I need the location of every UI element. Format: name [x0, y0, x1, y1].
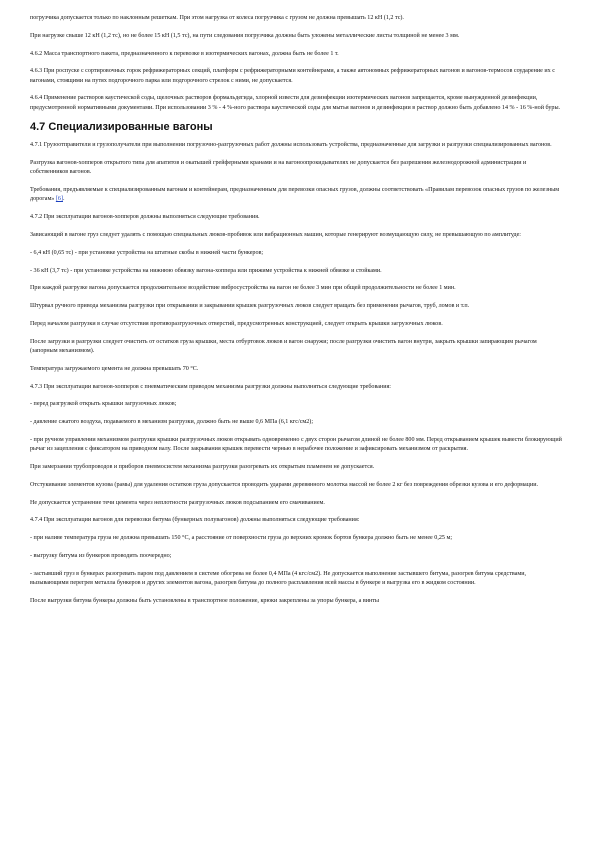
paragraph: погрузчика допускается только по наклонным решеткам. При этом нагрузка от колеса погрузчика с грузом не должна превышать 12 кН (1,2 тс). [30, 15, 404, 21]
section-heading: 4.7 Специализированные вагоны [30, 121, 213, 134]
paragraph: При каждой разгрузке вагона допускается продолжительное воздействие вибросустройства на вагон не более 3 мин при общей продолжительности не более 1 мин. [30, 285, 456, 292]
paragraph: При нагрузке свыше 12 кН (1,2 тс), но не более 15 кН (1,5 тс), на пути следования погрузчика должны быть уложены металлические листы толщиной не менее 3 мм. [30, 32, 460, 39]
paragraph: - 6,4 кН (0,65 тс) - при установке устройства на штатные скобы в нижней части бункеров; [30, 249, 264, 256]
paragraph: При замерзании трубопроводов и приборов пневмосистем механизма разгрузки разогревать их открытым пламенем не допускается. [30, 463, 375, 470]
paragraph: - перед разгрузкой открыть крышки загрузочных люков; [30, 401, 177, 408]
paragraph: 4.6.3 При роспуске с сортировочных горок рефрижераторных секций, платформ с рефрижераторными контейнерами, а также автономных рефрижераторных вагонов и вагонов-термосов соударение их с вагонами, стоящими на путях подгорочного парка или подгорочного стрелок с ними, не допускается. [30, 68, 555, 84]
reference-link[interactable]: [6] [55, 196, 63, 203]
text-block-top [30, 14, 563, 113]
paragraph: 4.6.2 Масса транспортного пакета, предназначенного к перевозке в изотермических вагонах, должна быть не более 1 т. [30, 50, 339, 57]
paragraph: - выгрузку битума из бункеров проводить поочередно; [30, 552, 172, 559]
paragraph: - давление сжатого воздуха, подаваемого в механизм разгрузки, должно быть не выше 0,6 МПа (6,1 кгс/см2); [30, 419, 314, 426]
paragraph: 4.7.1 Грузоотправители и грузополучатели при выполнении погрузочно-разгрузочных работ должны использовать устройства, предназначенные для загрузки и разгрузки специализированных вагонов. [30, 142, 552, 149]
paragraph: Перед началом разгрузки в случае отсутствия противоразгрузочных отверстий, предусмотренных конструкцией, следует открыть крышки загрузочных люков. [30, 320, 443, 327]
paragraph: Разгрузка вагонов-хопперов открытого типа для апатитов и окатышей грейферными кранами и на вагоноопрокидывателях не допускается без разрешения железнодорожной администрации и собственников вагонов. [30, 160, 527, 176]
paragraph: Отстукивание элементов кузова (рамы) для удаления остатков груза допускается проводить ударами деревянного молотка массой не более 2 кг без повреждения обрезки кузова и его деформации. [30, 481, 538, 488]
paragraph: 4.6.4 Применение растворов каустической соды, щелочных растворов формальдегида, хлорной извести для дезинфекции изотермических вагонов запрещается, кроме вынужденной дезинфекции, предусмотренной нормативными документами. При использовании 3 % - 4 %-ного раствора каустической соды для мытья вагонов и дезинфекции в раствор должно быть добавлено 14 % - 16 %-ной буры. [30, 95, 561, 111]
paragraph: После выгрузки битума бункеры должны быть установлены в транспортное положение, крюки закреплены за упоры бункера, а винты [30, 597, 380, 604]
paragraph: Зависающий в вагоне груз следует удалять с помощью специальных люков-пробивок или вибрационных машин, которые генерируют возмущающую силу, не превышающую по амплитуде: [30, 231, 522, 238]
paragraph: - 36 кН (3,7 тс) - при установке устройства на нижнюю обвязку вагона-хоппера или прижиме устройства к нижней обвязке и стойками. [30, 267, 382, 274]
paragraph: Температура загружаемого цемента не должна превышать 70 °С. [30, 365, 199, 372]
paragraph: Требования, предъявляемые к специализированным вагонам и контейнерам, предназначенным для перевозки опасных грузов, должны соответствовать «Правилам перевозок опасных грузов по железным дорогам» [6]. [30, 187, 560, 203]
paragraph: 4.7.3 При эксплуатации вагонов-хопперов с пневматическим приводом механизма разгрузки должны выполняться следующие требования: [30, 383, 391, 390]
paragraph: 4.7.4 При эксплуатации вагонов для перевозки битума (бункерных полувагонов) должны выполняться следующие требования: [30, 517, 360, 524]
paragraph: Не допускается устранение течи цемента через неплотности разгрузочных люков подсыпанием его смачиванием. [30, 499, 325, 506]
paragraph: После загрузки и разгрузки следует очистить от остатков груза крышки, места отбуртовок люков и вагон снаружи; после разгрузки очистить вагон внутри, закрыть крышки запирающим рычагом (запорным механизмом). [30, 338, 537, 354]
paragraph: - при ручном управлении механизмом разгрузки крышки разгрузочных люков открывать одновременно с двух сторон рычагом длиной не более 800 мм. Перед открыванием крышек вывести блокирующий рычаг из зацепления с фиксатором на приводном валу. После закрывания крышек перевести чернью в нерабочее положение и зафиксировать механизмом от раскрытия. [30, 436, 562, 453]
paragraph: - застывший груз в бункерах разогревать паром под давлением в системе обогрева не более 0,4 МПа (4 кгс/см2). Не допускается выполнение застывшего битума, разогрев битума средствами, вызывающими перегрев металла бункеров и других элементов вагона, разогрев битума до полного расплавления всей массы в бункере и выгрузка его в жидком состоянии. [30, 570, 527, 586]
paragraph: Штурвал ручного привода механизма разгрузки при открывании и закрывании крышек разгрузочных люков следует вращать без применения рычагов, труб, ломов и т.п. [30, 303, 470, 310]
paragraph: 4.7.2 При эксплуатации вагонов-хопперов должны выполняться следующие требования. [30, 214, 260, 221]
text-block-main [30, 141, 563, 606]
paragraph: - при наливе температура груза не должна превышать 150 °С, а расстояние от поверхности груза до верхних кромок бортов бункера должно быть не менее 0,25 м; [30, 535, 453, 542]
